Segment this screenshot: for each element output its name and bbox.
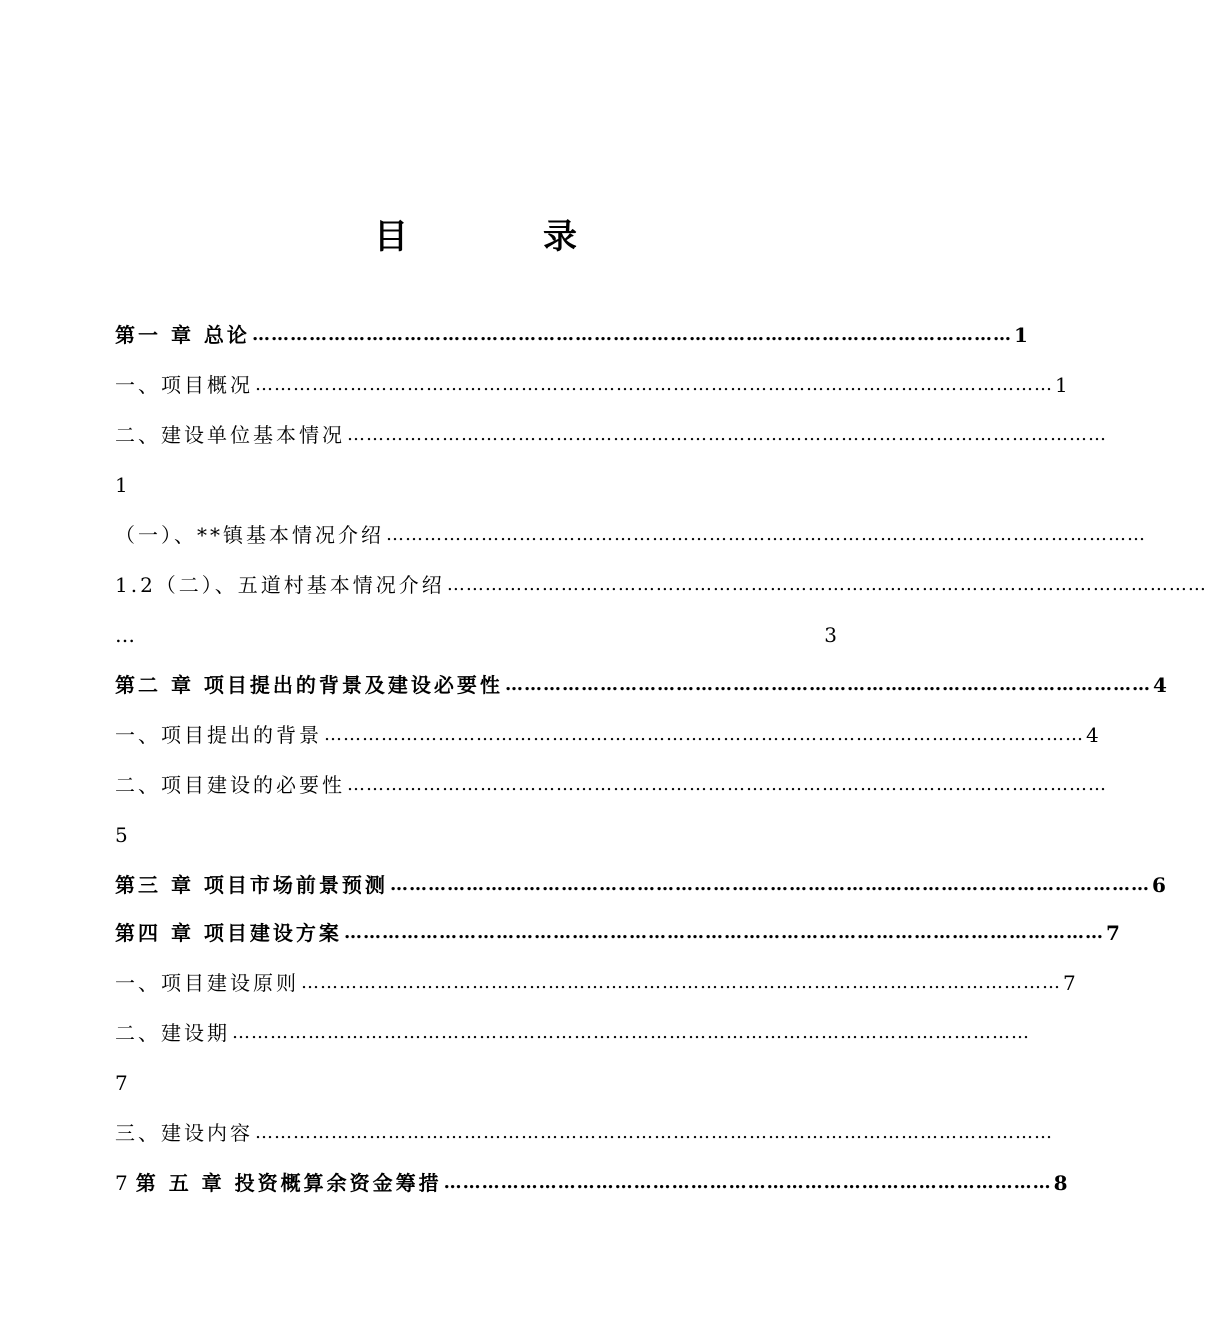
- toc-title: [0, 212, 950, 262]
- toc-chapter-1[interactable]: [115, 318, 1028, 352]
- toc-page-number-prefix: 7: [115, 1171, 128, 1195]
- toc-leader: …………………………………………………………………………………………………………: [301, 972, 1061, 993]
- toc-title-char-1: 目: [374, 217, 408, 257]
- toc-page-number: 4: [1086, 723, 1099, 747]
- toc-leader: …………………………………………………………………………………………………………: [446, 574, 1207, 595]
- toc-leader: ………………………………………………………………………………………………………………: [255, 374, 1053, 395]
- toc-subsection-1[interactable]: [115, 518, 1146, 552]
- toc-entry-text: 1.2（二）、五道村基本情况介绍: [115, 573, 445, 597]
- toc-chapter-4[interactable]: [115, 916, 1120, 950]
- toc-leader: …………………………………………………………………………………………………………: [324, 724, 1084, 745]
- toc-entry-text: 第一 章 总论: [115, 323, 250, 347]
- toc-page-number: 7: [1063, 971, 1076, 995]
- toc-entry-text: 二、建设单位基本情况: [115, 423, 345, 447]
- toc-entry-text: 一、项目概况: [115, 373, 253, 397]
- toc-leader: …………………………………………………………………………………………………………: [347, 424, 1107, 445]
- toc-page-number: 1: [115, 473, 128, 497]
- toc-section-2-1[interactable]: [115, 718, 1099, 752]
- toc-leader: ………………………………………………………………………………………………………………: [255, 1122, 1053, 1143]
- toc-entry-text: 第 五 章 投资概算余资金筹措: [135, 1171, 442, 1195]
- toc-leader: …………………………………………………………………………………………………………: [343, 922, 1104, 943]
- toc-subsection-2[interactable]: [115, 568, 1207, 602]
- toc-leader: …………………………………………………………………………………………………………: [386, 524, 1146, 545]
- toc-leader: …………………………………………………………………………………………………………: [251, 324, 1012, 345]
- toc-wrapped-page-number: [115, 818, 837, 852]
- toc-entry-text: 第四 章 项目建设方案: [115, 921, 342, 945]
- toc-entry-text: 三、建设内容: [115, 1121, 253, 1145]
- toc-entry-text: 一、项目建设原则: [115, 971, 299, 995]
- toc-leader: …………………………………………………………………………………………: [504, 674, 1151, 695]
- toc-entry-text: （一）、**镇基本情况介绍: [115, 523, 384, 547]
- toc-page-number: 7: [1105, 921, 1120, 945]
- toc-entry-text: 第二 章 项目提出的背景及建设必要性: [115, 673, 503, 697]
- toc-wrapped-page-number: [115, 1066, 837, 1100]
- toc-title-char-2: 录: [543, 217, 577, 257]
- toc-leader: …………………………………………………………………………………………………………: [347, 774, 1107, 795]
- toc-section-1-1[interactable]: [115, 368, 1068, 402]
- toc-page-number: 1: [1055, 373, 1068, 397]
- toc-leader: ………………………………………………………………………………………………………………: [232, 1022, 1030, 1043]
- toc-page-number: 6: [1151, 873, 1166, 897]
- toc-section-4-3[interactable]: [115, 1116, 1053, 1150]
- toc-entry-text: 第三 章 项目市场前景预测: [115, 873, 388, 897]
- toc-section-1-2[interactable]: [115, 418, 1107, 452]
- toc-page-number: 4: [1152, 673, 1167, 697]
- toc-page-number: 1: [1013, 323, 1028, 347]
- toc-entry-text: 一、项目提出的背景: [115, 723, 322, 747]
- toc-entry-text: 二、建设期: [115, 1021, 230, 1045]
- toc-section-4-1[interactable]: [115, 966, 1076, 1000]
- toc-leader: …………………………………………………………………………………………………………: [389, 874, 1150, 895]
- toc-chapter-2[interactable]: [115, 668, 1167, 702]
- toc-section-4-2[interactable]: [115, 1016, 1030, 1050]
- toc-wrapped-leader: [115, 618, 837, 652]
- toc-leader: …: [115, 623, 138, 647]
- toc-page-number: 5: [115, 823, 128, 847]
- toc-wrapped-page-number: [115, 468, 837, 502]
- toc-chapter-3[interactable]: [115, 868, 1166, 902]
- toc-section-2-2[interactable]: [115, 768, 1107, 802]
- toc-page-number: 3: [824, 623, 837, 647]
- toc-page-number: 8: [1053, 1171, 1068, 1195]
- toc-page-number: 7: [115, 1071, 128, 1095]
- toc-leader: ……………………………………………………………………………………: [443, 1172, 1052, 1193]
- toc-chapter-5[interactable]: [115, 1166, 1068, 1200]
- toc-entry-text: 二、项目建设的必要性: [115, 773, 345, 797]
